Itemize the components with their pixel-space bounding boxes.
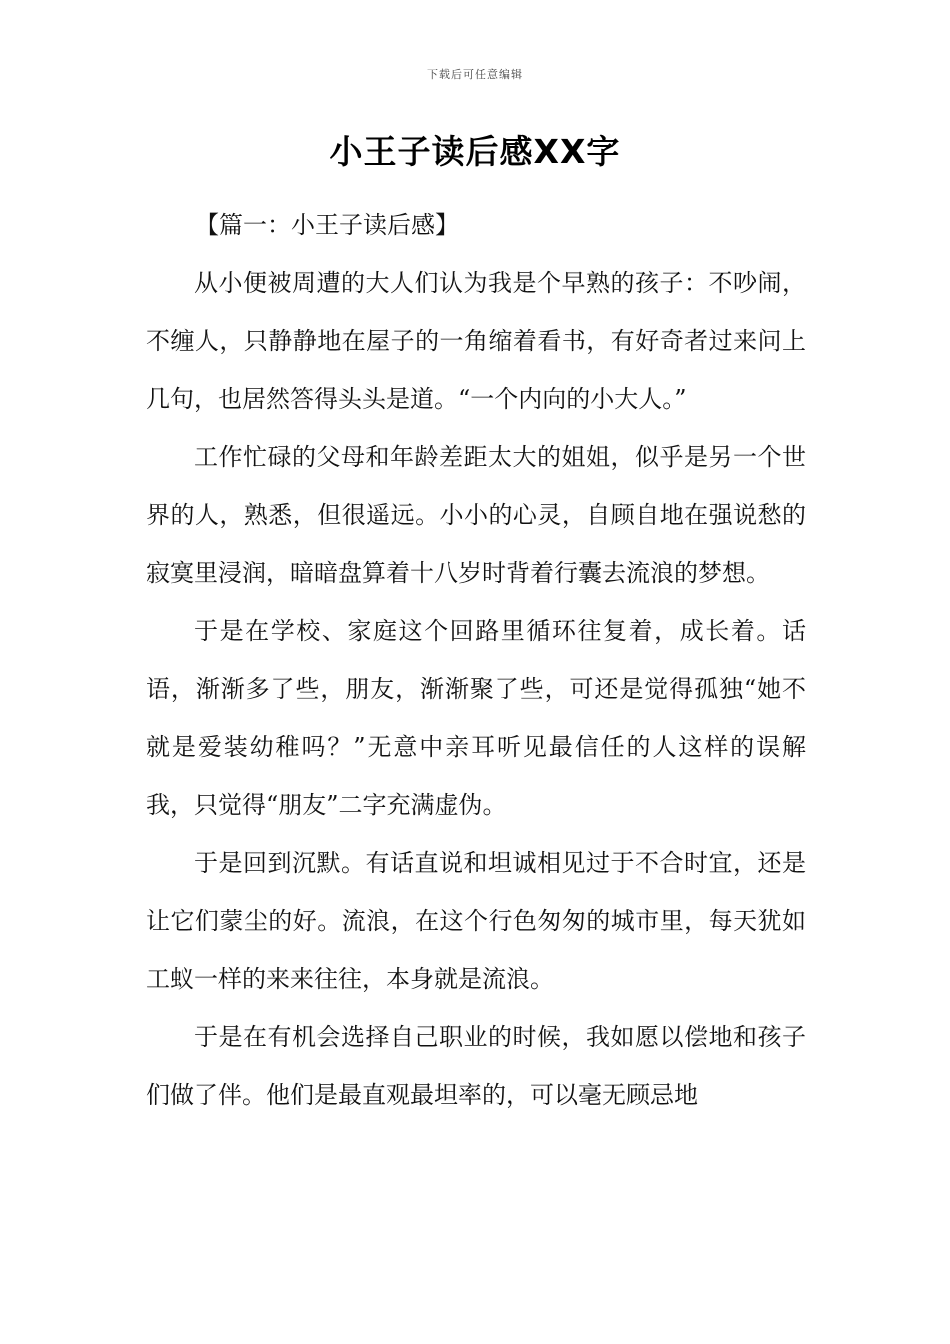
header-note: 下载后可任意编辑 [427,68,523,81]
paragraph: 于是在有机会选择自己职业的时候，我如愿以偿地和孩子们做了伴。他们是最直观最坦率的，可以毫无顾忌地 [146,1023,806,1109]
paragraph: 于是回到沉默。有话直说和坦诚相见过于不合时宜，还是让它们蒙尘的好。流浪，在这个行色匆匆的城市里，每天犹如工蚁一样的来来往往，本身就是流浪。 [146,849,806,993]
document-body [146,196,806,1124]
document-title: 小王子读后感XX字 [329,132,621,171]
section-heading: 【篇一：小王子读后感】 [195,211,459,239]
paragraph: 工作忙碌的父母和年龄差距太大的姐姐，似乎是另一个世界的人，熟悉，但很遥远。小小的心灵，自顾自地在强说愁的寂寞里浸润，暗暗盘算着十八岁时背着行囊去流浪的梦想。 [146,443,806,587]
paragraph: 于是在学校、家庭这个回路里循环往复着，成长着。话语，渐渐多了些，朋友，渐渐聚了些，可还是觉得孤独“她不就是爱装幼稚吗？”无意中亲耳听见最信任的人这样的误解我，只觉得“朋友”二字充满虚伪。 [146,617,806,819]
paragraph: 从小便被周遭的大人们认为我是个早熟的孩子：不吵闹，不缠人，只静静地在屋子的一角缩着看书，有好奇者过来问上几句，也居然答得头头是道。“一个内向的小大人。” [146,269,806,413]
